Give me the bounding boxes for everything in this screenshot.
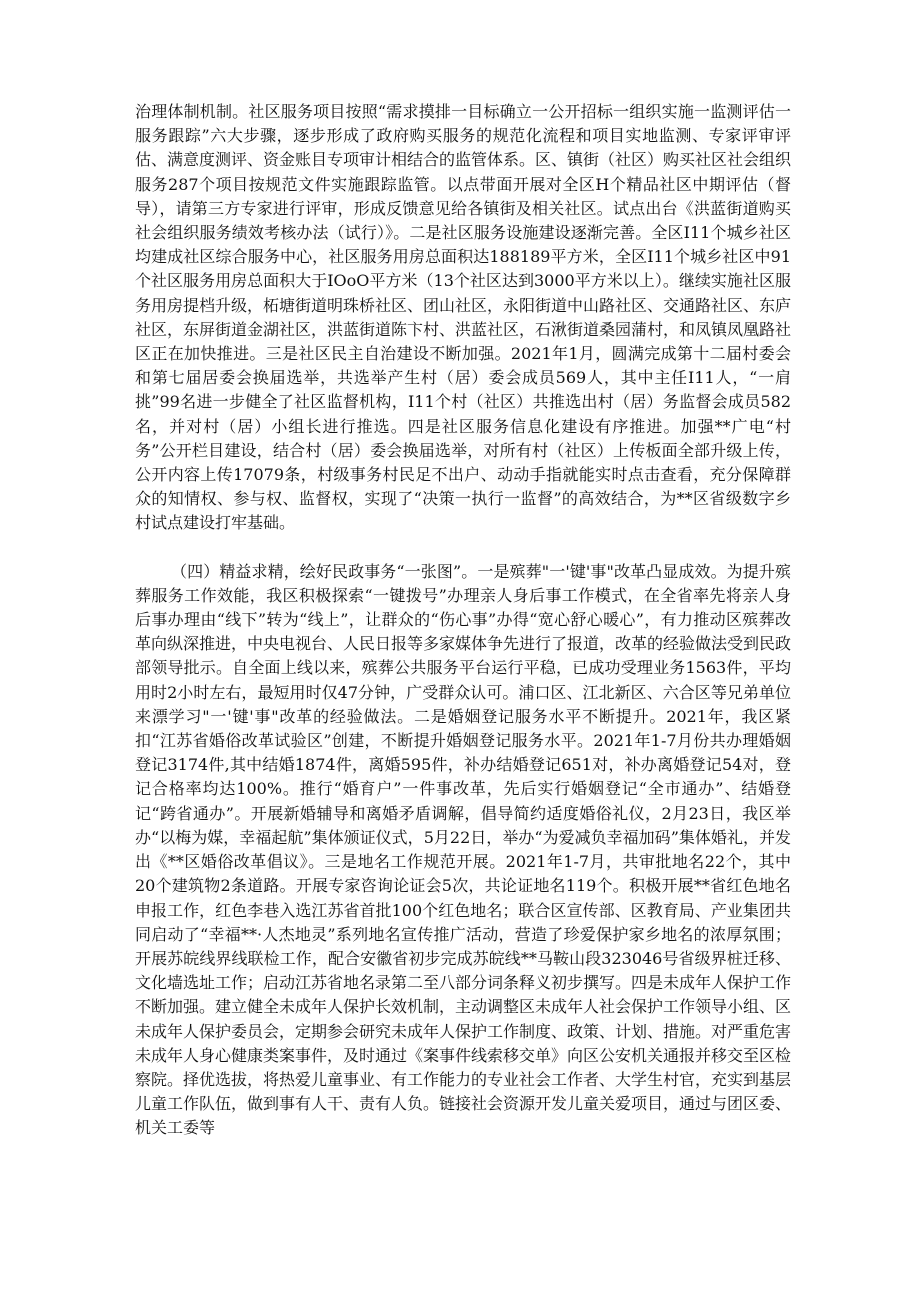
body-paragraph-2: （四）精益求精，绘好民政事务“一张图”。一是殡葬"一'键'事"改革凸显成效。为提升殡葬服务工作效能，我区积极探索“一键拨号”办理亲人身后事工作模式，在全省率先将亲人身后事办理由“线下”转为“线上”，让群众的“伤心事”办得“宽心舒心暖心”，有力推动区殡葬改革向纵深推进，中央电视台、人民日报等多家媒体争先进行了报道，改革的经验做法受到民政部领导批示。自全面上线以来，殡葬公共服务平台运行平稳，已成功受理业务1563件，平均用时2小时左右，最短用时仅47分钟，广受群众认可。浦口区、江北新区、六合区等兄弟单位来漂学习"一'键'事"改革的经验做法。二是婚姻登记服务水平不断提升。2021年，我区紧扣“江苏省婚俗改革试验区”创建，不断提升婚姻登记服务水平。2021年1-7月份共办理婚姻登记3174件,其中结婚1874件，离婚595件，补办结婚登记651对，补办离婚登记54对，登记合格率均达100%。推行“婚育户”一件事改革，先后实行婚姻登记“全市通办”、结婚登记“跨省通办”。开展新婚辅导和离婚矛盾调解，倡导简约适度婚俗礼仪，2月23日，我区举办“以梅为媒，幸福起航”集体颁证仪式，5月22日，举办“为爱减负幸福加码”集体婚礼，并发出《**区婚俗改革倡议》。三是地名工作规范开展。2021年1-7月，共审批地名22个，其中20个建筑物2条道路。开展专家咨询论证会5次，共论证地名119个。积极开展**省红色地名申报工作，红色李巷入选江苏省首批100个红色地名；联合区宣传部、区教育局、产业集团共同启动了“幸福**·人杰地灵”系列地名宣传推广活动，营造了珍爱保护家乡地名的浓厚氛围；开展苏皖线界线联检工作，配合安徽省初步完成苏皖线**马鞍山段323046号省级界桩迁移、文化墙选址工作；启动江苏省地名录第二至八部分词条释义初步撰写。四是未成年人保护工作不断加强。建立健全未成年人保护长效机制，主动调整区未成年人社会保护工作领导小组、区未成年人保护委员会，定期参会研究未成年人保护工作制度、政策、计划、措施。对严重危害未成年人身心健康类案事件，及时通过《案事件线索移交单》向区公安机关通报并移交至区检察院。择优选拔，将热爱儿童事业、有工作能力的专业社会工作者、大学生村官，充实到基层儿童工作队伍，做到事有人干、责有人负。链接社会资源开发儿童关爱项目，通过与团区委、机关工委等 — [135, 561, 792, 1138]
document-page — [135, 100, 791, 1141]
body-paragraph-1: 治理体制机制。社区服务项目按照“需求摸排一目标确立一公开招标一组织实施一监测评估一服务跟踪”六大步骤，逐步形成了政府购买服务的规范化流程和项目实地监测、专家评审评估、满意度测评、资金账目专项审计相结合的监管体系。区、镇街（社区）购买社区社会组织服务287个项目按规范文件实施跟踪监管。以点带面开展对全区H个精品社区中期评估（督导），请第三方专家进行评审，形成反馈意见给各镇街及相关社区。试点出台《洪蓝街道购买社会组织服务绩效考核办法（试行）》。二是社区服务设施建设逐渐完善。全区I11个城乡社区均建成社区综合服务中心，社区服务用房总面积达188189平方米，全区I11个城乡社区中91个社区服务用房总面积大于IOoO平方米（13个社区达到3000平方米以上）。继续实施社区服务用房提档升级，柘塘街道明珠桥社区、团山社区，永阳街道中山路社区、交通路社区、东庐社区，东屏街道金湖社区，洪蓝街道陈卞村、洪蓝社区，石湫街道桑园蒲村，和凤镇凤凰路社区正在加快推进。三是社区民主自治建设不断加强。2021年1月，圆满完成第十二届村委会和第七届居委会换届选举，共选举产生村（居）委会成员569人，其中主任I11人，“一肩挑”99名进一步健全了社区监督机构，I11个村（社区）共推选出村（居）务监督会成员582名，并对村（居）小组长进行推选。四是社区服务信息化建设有序推进。加强**广电“村务”公开栏目建设，结合村（居）委会换届选举，对所有村（社区）上传板面全部升级上传，公开内容上传17079条，村级事务村民足不出户、动动手指就能实时点击查看，充分保障群众的知情权、参与权、监督权，实现了“决策一执行一监督”的高效结合，为**区省级数字乡村试点建设打牢基础。 — [135, 102, 792, 533]
